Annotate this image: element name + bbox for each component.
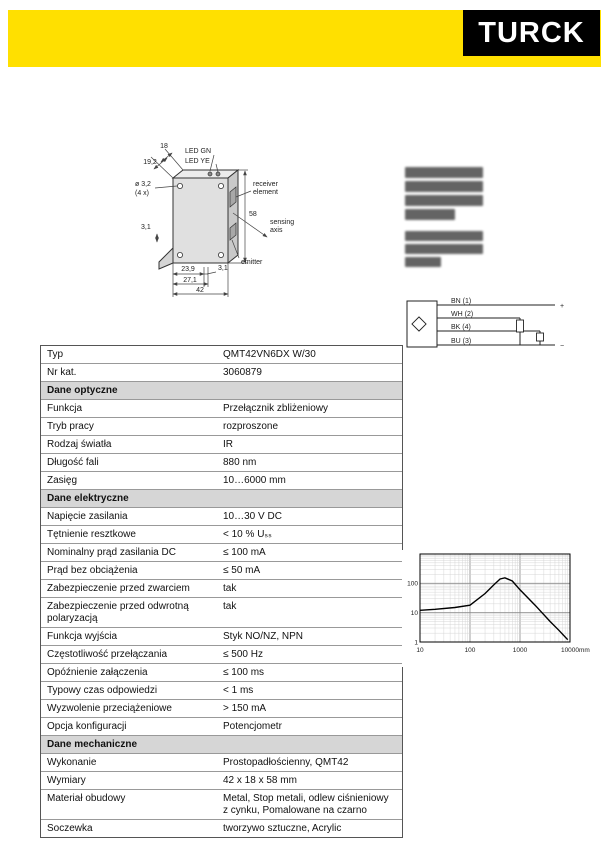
y-tick-label: 1 — [414, 639, 418, 647]
table-section-header: Dane mechaniczne — [41, 736, 402, 754]
row-label: Prąd bez obciążenia — [47, 564, 138, 576]
product-drawing-svg — [133, 136, 338, 326]
row-label: Tętnienie resztkowe — [47, 528, 136, 540]
x-tick-label: 10000 — [560, 647, 580, 654]
hole-count-label: (4 x) — [135, 190, 149, 197]
table-row — [41, 472, 402, 490]
redacted-line — [405, 231, 483, 241]
row-value: 880 nm — [223, 456, 257, 468]
wiring-diagram-svg — [405, 293, 575, 357]
table-section-header: Dane optyczne — [41, 382, 402, 400]
y-tick-label: 10 — [410, 609, 418, 617]
row-label: Tryb pracy — [47, 420, 94, 432]
table-row — [41, 436, 402, 454]
spec-table — [40, 345, 403, 838]
led-green — [208, 172, 212, 176]
row-value: Metal, Stop metali, odlew ciśnieniowy z cynku, Pomalowane na czarno — [223, 792, 389, 816]
table-row — [41, 562, 402, 580]
redacted-line — [405, 181, 483, 192]
row-value: Potencjometr — [223, 720, 282, 732]
table-row — [41, 820, 402, 837]
excess-gain-chart — [402, 550, 601, 667]
sensing-axis-label: sensing — [270, 219, 295, 226]
excess-gain-chart-svg — [402, 550, 601, 662]
row-label: Napięcie zasilania — [47, 510, 128, 522]
row-label: Opcja konfiguracji — [47, 720, 127, 732]
table-row — [41, 664, 402, 682]
row-value: IR — [223, 438, 233, 450]
row-label: Zasięg — [47, 474, 78, 486]
table-row — [41, 598, 402, 628]
table-row — [41, 544, 402, 562]
row-value: ≤ 100 ms — [223, 666, 265, 678]
row-label: Wykonanie — [47, 756, 97, 768]
row-value: < 1 ms — [223, 684, 254, 696]
table-row — [41, 526, 402, 544]
x-tick-label: 1000 — [512, 647, 528, 654]
row-value: ≤ 50 mA — [223, 564, 261, 576]
load-resistor — [537, 333, 544, 341]
table-row — [41, 580, 402, 598]
receiver-element-label2: element — [253, 189, 278, 196]
row-value: < 10 % Uₛₛ — [223, 528, 272, 540]
table-row — [41, 364, 402, 382]
table-row — [41, 646, 402, 664]
row-label: Zabezpieczenie przed zwarciem — [47, 582, 190, 594]
redacted-line — [405, 167, 483, 178]
led-gn-label: LED GN — [185, 148, 212, 155]
row-label: Typ — [47, 348, 64, 360]
redacted-line — [405, 209, 455, 220]
row-value: 42 x 18 x 58 mm — [223, 774, 297, 786]
table-row — [41, 454, 402, 472]
row-label: Funkcja — [47, 402, 83, 414]
row-label: Zabezpieczenie przed odwrotną polaryzacją — [47, 600, 189, 624]
x-tick-label: 100 — [464, 647, 476, 654]
x-tick-label: 10 — [416, 647, 424, 654]
wiring-diagram — [405, 293, 575, 362]
table-row — [41, 700, 402, 718]
redacted-line — [405, 195, 483, 206]
table-row — [41, 772, 402, 790]
turck-logo — [463, 10, 600, 56]
sensor-body — [159, 170, 238, 269]
x-axis-unit: mm — [579, 647, 590, 654]
hole-diameter-label: ø 3,2 — [135, 181, 151, 188]
load-resistor — [517, 320, 524, 332]
emitter-label: emitter — [241, 259, 263, 266]
mounting-hole — [177, 252, 182, 257]
plus-label: + — [560, 303, 565, 310]
table-section-header: Dane elektryczne — [41, 490, 402, 508]
table-row — [41, 508, 402, 526]
table-row — [41, 718, 402, 736]
sensing-axis-label2: axis — [270, 227, 283, 234]
row-label: Typowy czas odpowiedzi — [47, 684, 158, 696]
led-yellow — [216, 172, 220, 176]
led-ye-label: LED YE — [185, 158, 210, 165]
dim-3-1-bottom-label: 3,1 — [218, 265, 228, 272]
row-value: 10…30 V DC — [223, 510, 282, 522]
table-row — [41, 790, 402, 820]
row-label: Rodzaj światła — [47, 438, 112, 450]
receiver-element-label: receiver — [253, 181, 278, 188]
row-value: 10…6000 mm — [223, 474, 286, 486]
minus-label: − — [560, 343, 565, 350]
table-row — [41, 682, 402, 700]
dim-19-2-label: 19,2 — [143, 159, 157, 166]
row-value: Prostopadłościenny, QMT42 — [223, 756, 349, 768]
row-label: Materiał obudowy — [47, 792, 126, 804]
redacted-line — [405, 257, 441, 267]
row-label: Opóźnienie załączenia — [47, 666, 148, 678]
dim-23-9-label: 23,9 — [181, 266, 195, 273]
mounting-foot — [159, 248, 173, 269]
row-value: rozproszone — [223, 420, 279, 432]
dim-3-1-left-label: 3,1 — [141, 224, 151, 231]
row-value: 3060879 — [223, 366, 262, 378]
row-value: QMT42VN6DX W/30 — [223, 348, 316, 360]
y-tick-label: 100 — [407, 580, 418, 588]
mounting-hole — [218, 252, 223, 257]
mounting-hole — [218, 183, 223, 188]
row-label: Wyzwolenie przeciążeniowe — [47, 702, 172, 714]
dim-27-1-label: 27,1 — [183, 277, 197, 284]
table-row — [41, 754, 402, 772]
dim-58-label: 58 — [249, 211, 257, 218]
table-row — [41, 628, 402, 646]
pin-bk-label: BK (4) — [451, 324, 471, 331]
row-value: tak — [223, 582, 237, 594]
pin-wh-label: WH (2) — [451, 311, 474, 318]
table-row — [41, 346, 402, 364]
redacted-line — [405, 244, 483, 254]
row-label: Wymiary — [47, 774, 86, 786]
mounting-hole — [177, 183, 182, 188]
pin-bu-label: BU (3) — [451, 338, 472, 345]
row-value: tak — [223, 600, 237, 612]
table-row — [41, 418, 402, 436]
pin-bn-label: BN (1) — [451, 298, 472, 305]
row-value: ≤ 100 mA — [223, 546, 266, 558]
row-value: ≤ 500 Hz — [223, 648, 263, 660]
row-label: Nominalny prąd zasilania DC — [47, 546, 176, 558]
redacted-text-blocks — [405, 167, 483, 270]
plot-border — [420, 554, 570, 642]
row-value: Przełącznik zbliżeniowy — [223, 402, 329, 414]
row-label: Częstotliwość przełączania — [47, 648, 168, 660]
product-dimension-drawing — [133, 136, 338, 331]
row-value: > 150 mA — [223, 702, 267, 714]
redacted-gap — [405, 223, 483, 231]
row-label: Funkcja wyjścia — [47, 630, 118, 642]
brand-wordmark: TURCK — [478, 16, 585, 49]
row-value: tworzywo sztuczne, Acrylic — [223, 822, 342, 834]
row-value: Styk NO/NZ, NPN — [223, 630, 304, 642]
row-label: Długość fali — [47, 456, 99, 468]
table-row — [41, 400, 402, 418]
row-label: Nr kat. — [47, 366, 77, 378]
dim-42-label: 42 — [196, 287, 204, 294]
dim-18-label: 18 — [160, 143, 168, 150]
row-label: Soczewka — [47, 822, 93, 834]
